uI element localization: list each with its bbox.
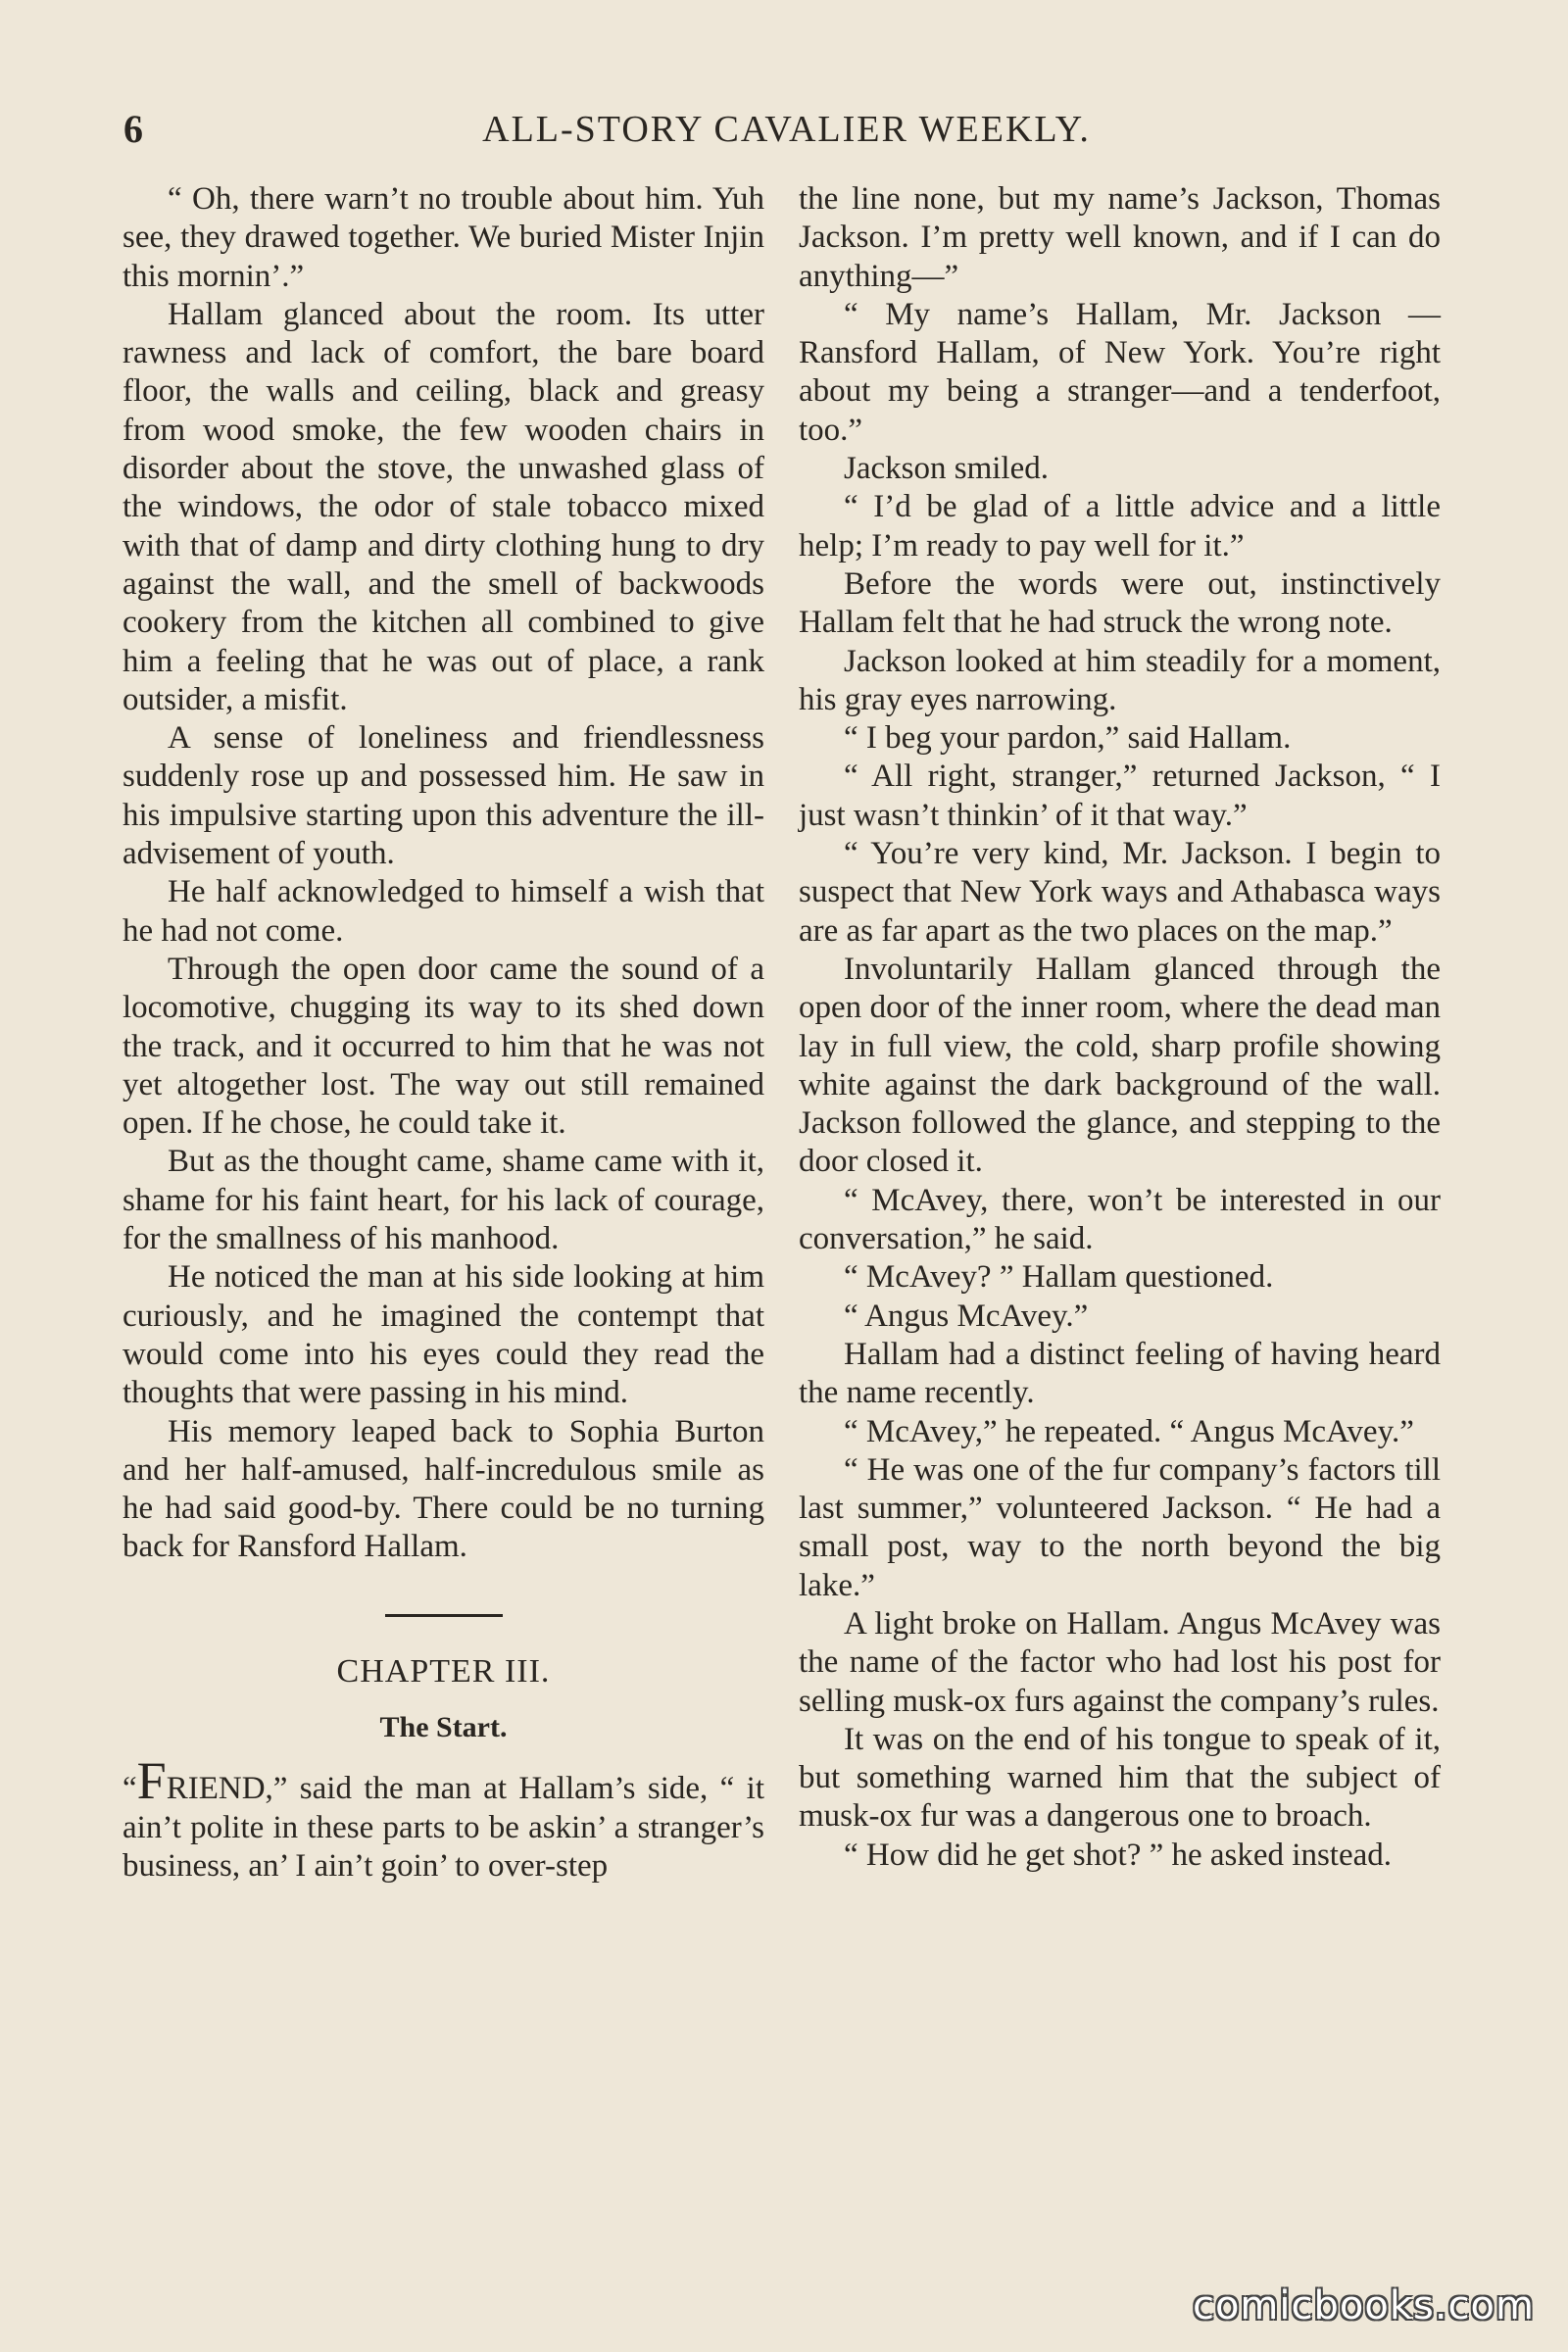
- paragraph: Before the words were out, instinctively Hallam felt that he had struck the wrong note.: [799, 565, 1441, 641]
- paragraph: the line none, but my name’s Jackson, Thomas Jackson. I’m pretty well known, and if I can do anything—”: [799, 181, 1441, 294]
- paragraph: “ You’re very kind, Mr. Jackson. I begin to suspect that New York ways and Athabasca ways are as far apart as the two places on the map.”: [799, 836, 1441, 949]
- paragraph: “ How did he get shot? ” he asked instead.: [844, 1837, 1393, 1873]
- paragraph: “ I’d be glad of a little advice and a little help; I’m ready to pay well for it.”: [799, 489, 1441, 564]
- page-number: 6: [123, 107, 143, 151]
- paragraph: “ All right, stranger,” returned Jackson, “ I just wasn’t thinkin’ of it that way.”: [799, 759, 1441, 833]
- site-watermark: comicbooks.com: [1192, 2283, 1535, 2328]
- open-quote: “: [122, 1771, 137, 1807]
- paragraph: “ Angus McAvey.”: [844, 1298, 1089, 1334]
- page-header: [118, 106, 1455, 153]
- paragraph: Hallam glanced about the room. Its utter rawness and lack of comfort, the bare board floor, the walls and ceiling, black and greasy from wood smoke, the few wooden chairs in disorder about the stove, the unwashed glass of the windows, the odor of stale tobacco mixed with that of damp and dirty clothing hung to dry against the wall, and the smell of backwoods cookery from the kitchen all combined to give him a feeling that he was out of place, a rank outsider, a misfit.: [122, 296, 764, 717]
- section-divider: [385, 1614, 503, 1617]
- paragraph-text: RIEND,” said the man at Hallam’s side, “ it ain’t polite in these parts to be askin’ a stranger’s business, an’ I ain’t goin’ to over-step: [122, 1771, 764, 1884]
- left-column: [122, 180, 764, 1886]
- paragraph: But as the thought came, shame came with it, shame for his faint heart, for his lack of courage, for the smallness of his manhood.: [122, 1144, 764, 1257]
- paragraph: He noticed the man at his side looking at him curiously, and he imagined the contempt that would come into his eyes could they read the thoughts that were passing in his mind.: [122, 1259, 764, 1411]
- paragraph: “ I beg your pardon,” said Hallam.: [844, 720, 1292, 757]
- paragraph: “ Oh, there warn’t no trouble about him. Yuh see, they drawed together. We buried Mister Injin this mornin’.”: [122, 181, 764, 294]
- paragraph: Jackson looked at him steadily for a moment, his gray eyes narrowing.: [799, 643, 1441, 717]
- paragraph: “ McAvey? ” Hallam questioned.: [844, 1259, 1274, 1296]
- paragraph: Involuntarily Hallam glanced through the open door of the inner room, where the dead man lay in full view, the cold, sharp profile showing white against the dark background of the wall. Jackson followed the glance, and stepping to the door closed it.: [799, 951, 1441, 1180]
- paragraph: Through the open door came the sound of a locomotive, chugging its way to its shed down the track, and it occurred to him that he was not yet altogether lost. The way out still remained open. If he chose, he could take it.: [122, 951, 764, 1142]
- right-column: [799, 180, 1441, 1875]
- paragraph: “ McAvey, there, won’t be interested in our conversation,” he said.: [799, 1182, 1441, 1257]
- paragraph: Jackson smiled.: [844, 451, 1049, 487]
- paragraph: Hallam had a distinct feeling of having heard the name recently.: [799, 1336, 1441, 1411]
- paragraph: He half acknowledged to himself a wish that he had not come.: [122, 874, 764, 949]
- paragraph: “ He was one of the fur company’s factors till last summer,” volunteered Jackson. “ He had a small post, way to the north beyond the big lake.”: [799, 1451, 1441, 1603]
- paragraph: A sense of loneliness and friendlessness suddenly rose up and possessed him. He saw in his impulsive starting upon this adventure the ill-advisement of youth.: [122, 720, 764, 872]
- paragraph: It was on the end of his tongue to speak of it, but something warned him that the subject of musk-ox fur was a dangerous one to broach.: [799, 1721, 1441, 1835]
- paragraph: “ My name’s Hallam, Mr. Jackson —Ransford Hallam, of New York. You’re right about my being a stranger—and a tenderfoot, too.”: [799, 296, 1441, 448]
- paragraph: His memory leaped back to Sophia Burton and her half-amused, half-incredulous smile as he had said good-by. There could be no turning back for Ransford Hallam.: [122, 1413, 764, 1565]
- magazine-title: ALL-STORY CAVALIER WEEKLY.: [482, 109, 1091, 150]
- chapter-title: CHAPTER III.: [336, 1652, 551, 1690]
- paragraph: A light broke on Hallam. Angus McAvey was the name of the factor who had lost his post for selling musk-ox furs against the company’s rules.: [799, 1605, 1441, 1719]
- paragraph: “ McAvey,” he repeated. “ Angus McAvey.”: [844, 1413, 1414, 1449]
- drop-cap: F: [136, 1751, 167, 1811]
- chapter-first-paragraph: [122, 1751, 764, 1886]
- chapter-subtitle: The Start.: [379, 1710, 508, 1743]
